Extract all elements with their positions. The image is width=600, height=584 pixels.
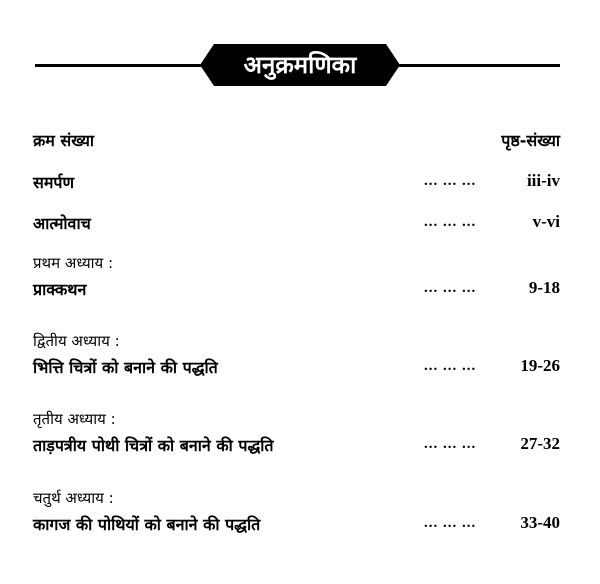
toc-entry-title: आत्मोवाच (33, 214, 91, 233)
title-rule-left (35, 64, 215, 67)
toc-entry-title: प्राक्कथन (33, 280, 87, 299)
toc-entry-page: v-vi (532, 212, 560, 231)
toc-entry-title: समर्पण (33, 173, 75, 192)
title-banner (200, 44, 400, 86)
toc-entry-title: कागज की पोथियों को बनाने की पद्धति (33, 515, 261, 534)
serial-number-header: क्रम संख्या (33, 131, 95, 150)
toc-entry-page: iii-iv (526, 171, 560, 190)
toc-entry-title: ताड़पत्रीय पोथी चित्रों को बनाने की पद्धति (33, 436, 274, 455)
toc-entry-title: भित्ति चित्रों को बनाने की पद्धति (33, 358, 218, 377)
toc-entry-leader: ... ... ... (424, 515, 477, 531)
toc-entry-leader: ... ... ... (424, 358, 477, 374)
toc-entry-page: 33-40 (520, 513, 560, 532)
toc-entry-chapter: तृतीय अध्याय : (33, 410, 116, 428)
toc-entry-page: 9-18 (528, 278, 560, 297)
toc-entry-leader: ... ... ... (424, 280, 477, 296)
page-number-header: पृष्ठ-संख्या (501, 131, 560, 150)
toc-entry-chapter: द्वितीय अध्याय : (33, 332, 120, 350)
page-title: अनुक्रमणिका (243, 51, 357, 79)
toc-entry-chapter: प्रथम अध्याय : (33, 254, 114, 272)
toc-entry-page: 27-32 (520, 434, 560, 453)
toc-entry-chapter: चतुर्थ अध्याय : (33, 489, 114, 507)
title-rule-right (388, 64, 560, 67)
toc-entry-leader: ... ... ... (424, 173, 477, 189)
toc-entry-page: 19-26 (520, 356, 560, 375)
toc-entry-leader: ... ... ... (424, 214, 477, 230)
toc-entry-leader: ... ... ... (424, 436, 477, 452)
